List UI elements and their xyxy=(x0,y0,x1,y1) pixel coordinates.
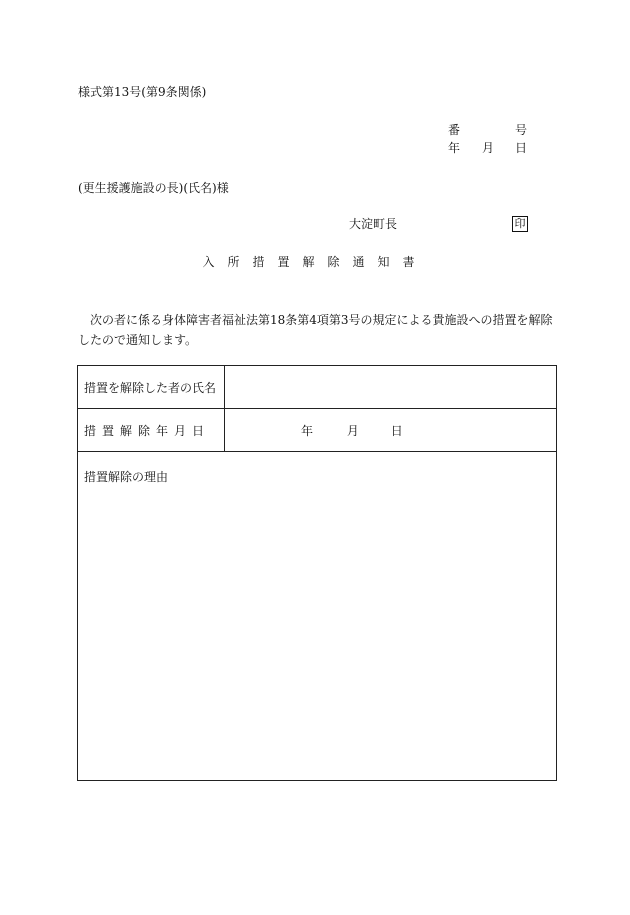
date-day-label: 日 xyxy=(390,423,403,438)
table-row xyxy=(78,366,557,409)
date-label-year: 年 xyxy=(448,141,461,155)
addressee: (更生援護施設の長)(氏名)様 xyxy=(78,181,229,195)
reason-cell[interactable] xyxy=(78,452,557,781)
name-label: 措置を解除した者の氏名 xyxy=(84,380,217,395)
body-text: 次の者に係る身体障害者福祉法第18条第4項第3号の規定による貴施設への措置を解除したので通知します。 xyxy=(78,313,553,347)
table-row xyxy=(78,452,557,781)
name-label-cell xyxy=(78,366,225,409)
document-title: 入所措置解除通知書 xyxy=(202,255,428,269)
name-value-cell[interactable] xyxy=(225,366,557,409)
form-number: 様式第13号(第9条関係) xyxy=(78,85,207,99)
date-label-day: 日 xyxy=(515,141,528,155)
number-label-go: 号 xyxy=(515,123,528,137)
date-label: 措置解除年月日 xyxy=(84,423,211,438)
form-table xyxy=(77,365,557,781)
number-label-ban: 番 xyxy=(448,123,461,137)
date-year-label: 年 xyxy=(301,423,314,438)
date-month-label: 月 xyxy=(346,423,359,438)
seal-stamp: 印 xyxy=(512,216,528,232)
reason-label: 措置解除の理由 xyxy=(84,470,169,484)
date-value-cell[interactable] xyxy=(225,409,557,452)
date-label-cell xyxy=(78,409,225,452)
table-row xyxy=(78,409,557,452)
sender-name: 大淀町長 xyxy=(349,217,398,231)
date-label-month: 月 xyxy=(482,141,495,155)
